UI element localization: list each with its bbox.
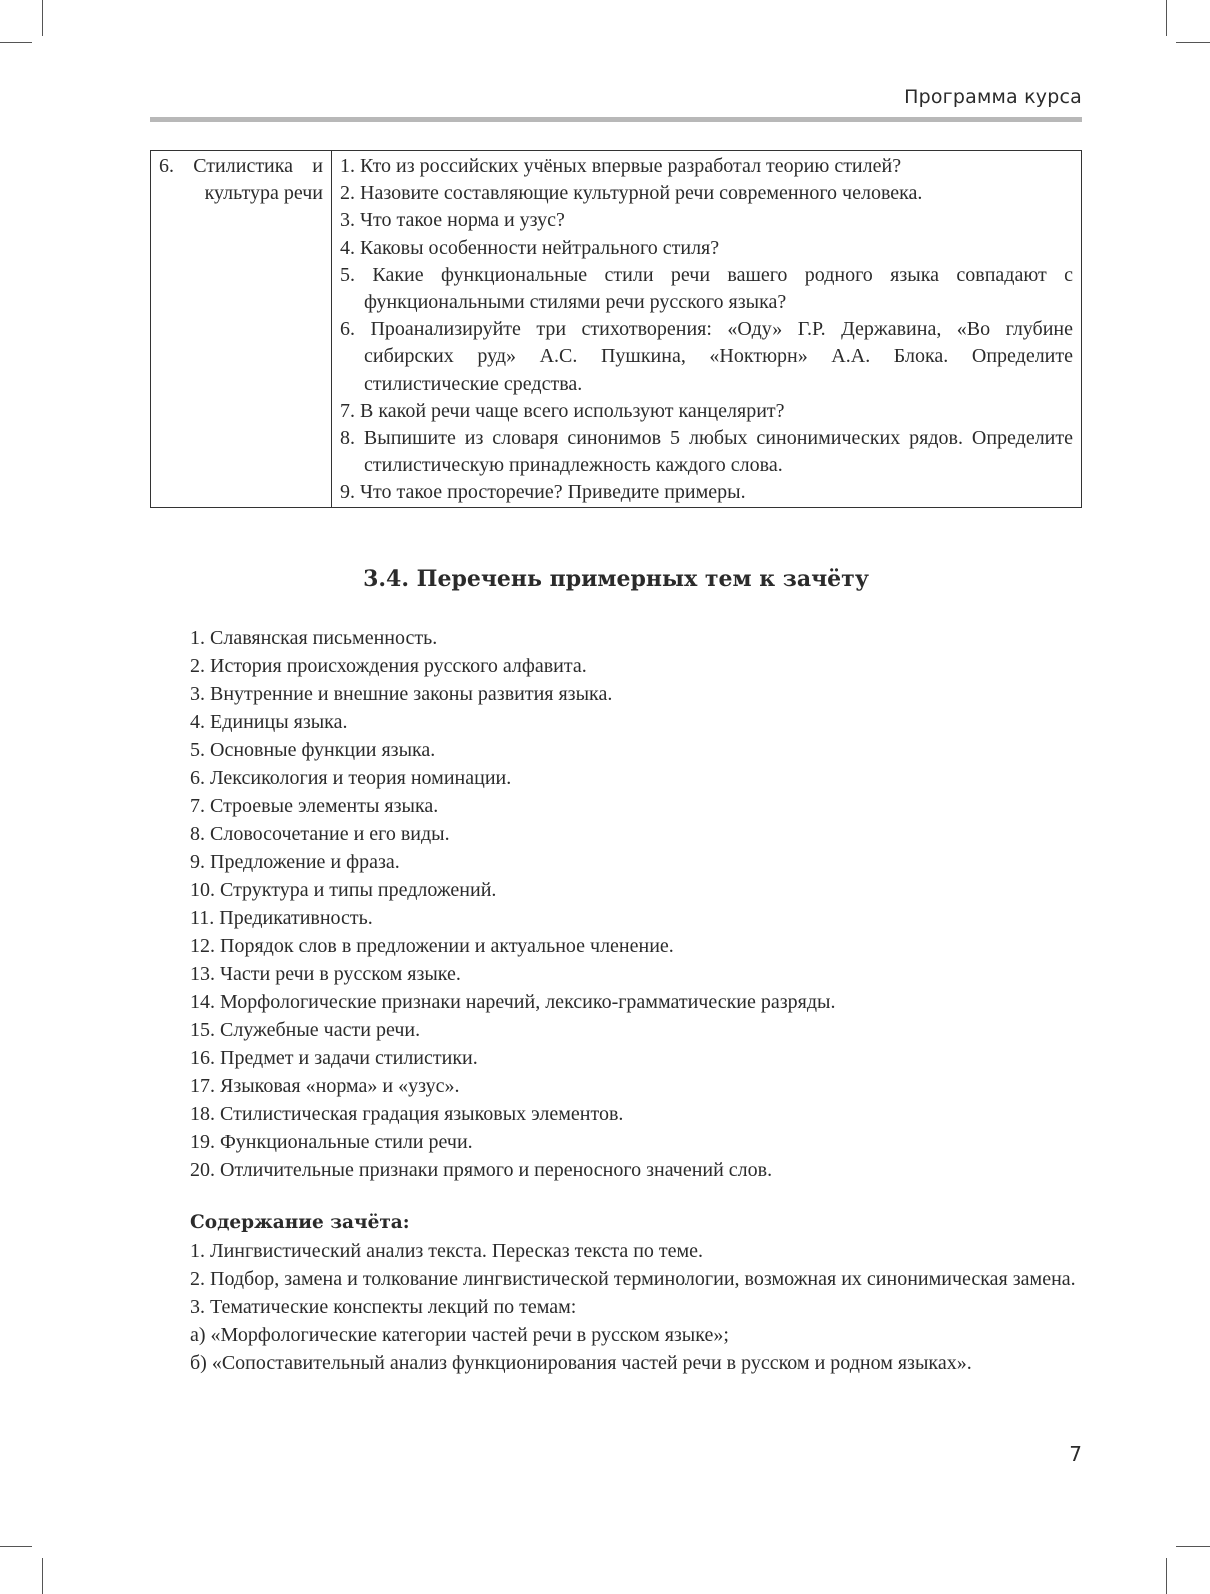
crop-mark-top-right-horizontal <box>1176 42 1210 43</box>
crop-mark-top-left-horizontal <box>0 42 32 43</box>
topic-cell: 6. Стилистика и культура речи <box>151 151 332 508</box>
content-item: б) «Сопоставительный анализ функционирования частей речи в русском и родном языках». <box>190 1352 972 1374</box>
running-header: Программа курса <box>904 86 1082 108</box>
list-item: 13. Части речи в русском языке. <box>190 963 461 985</box>
content-item: 3. Тематические конспекты лекций по темам: <box>190 1296 577 1318</box>
crop-mark-bottom-left-vertical <box>42 1558 43 1594</box>
list-item: 10. Структура и типы предложений. <box>190 879 497 901</box>
question-item: 7. В какой речи чаще всего используют канцелярит? <box>340 399 785 422</box>
questions-cell <box>332 151 1082 508</box>
list-item: 6. Лексикология и теория номинации. <box>190 767 512 789</box>
question-item: 4. Каковы особенности нейтрального стиля? <box>340 236 720 259</box>
question-item: 1. Кто из российских учёных впервые разработал теорию стилей? <box>340 155 902 177</box>
page-number: 7 <box>1069 1442 1082 1466</box>
table-row <box>151 151 1082 508</box>
list-item: 14. Морфологические признаки наречий, лексико-грамматические разряды. <box>190 991 836 1013</box>
exam-content <box>150 1209 1082 1377</box>
content-item: 1. Лингвистический анализ текста. Пересказ текста по теме. <box>190 1240 704 1262</box>
list-item: 19. Функциональные стили речи. <box>190 1131 473 1153</box>
list-item: 16. Предмет и задачи стилистики. <box>190 1047 478 1069</box>
section-title: 3.4. Перечень примерных тем к зачёту <box>363 566 869 592</box>
list-item: 3. Внутренние и внешние законы развития языка. <box>190 683 613 705</box>
list-item: 5. Основные функции языка. <box>190 739 436 761</box>
header-rule <box>150 117 1082 122</box>
content-item: 2. Подбор, замена и толкование лингвистической терминологии, возможная их синонимическая замена. <box>190 1268 1076 1290</box>
question-item: 9. Что такое просторечие? Приведите примеры. <box>340 481 746 504</box>
list-item: 11. Предикативность. <box>190 907 373 929</box>
crop-mark-bottom-right-horizontal <box>1176 1546 1210 1547</box>
list-item: 8. Словосочетание и его виды. <box>190 823 450 845</box>
list-item: 9. Предложение и фраза. <box>190 851 400 873</box>
crop-mark-top-left-vertical <box>42 0 43 36</box>
list-item: 12. Порядок слов в предложении и актуальное членение. <box>190 935 674 957</box>
questions-table <box>150 150 1082 508</box>
question-item: 3. Что такое норма и узус? <box>340 209 565 232</box>
crop-mark-bottom-right-vertical <box>1166 1558 1167 1594</box>
question-item: 6. Проанализируйте три стихотворения: «Оду» Г.Р. Державина, «Во глубине сибирских руд» А.С. Пушкина, «Ноктюрн» А.А. Блока. Определите стилистические средства. <box>340 318 1073 395</box>
question-item: 5. Какие функциональные стили речи вашего родного языка совпадают с функциональными стилями речи русского языка? <box>340 263 1073 314</box>
list-item: 15. Служебные части речи. <box>190 1019 421 1041</box>
content-heading: Содержание зачёта: <box>190 1212 410 1233</box>
content-item: а) «Морфологические категории частей речи в русском языке»; <box>190 1324 729 1346</box>
list-item: 2. История происхождения русского алфавита. <box>190 655 587 677</box>
list-item: 20. Отличительные признаки прямого и переносного значений слов. <box>190 1159 773 1181</box>
crop-mark-top-right-vertical <box>1166 0 1167 36</box>
crop-mark-bottom-left-horizontal <box>0 1546 32 1547</box>
list-item: 17. Языковая «норма» и «узус». <box>190 1075 460 1097</box>
topics-list <box>190 624 835 1184</box>
list-item: 7. Строевые элементы языка. <box>190 795 439 817</box>
question-item: 2. Назовите составляющие культурной речи современного человека. <box>340 182 923 205</box>
list-item: 1. Славянская письменность. <box>190 627 438 649</box>
list-item: 4. Единицы языка. <box>190 711 348 733</box>
list-item: 18. Стилистическая градация языковых элементов. <box>190 1103 624 1125</box>
question-item: 8. Выпишите из словаря синонимов 5 любых синонимических рядов. Определите стилистическую принадлежность каждого слова. <box>340 427 1073 477</box>
